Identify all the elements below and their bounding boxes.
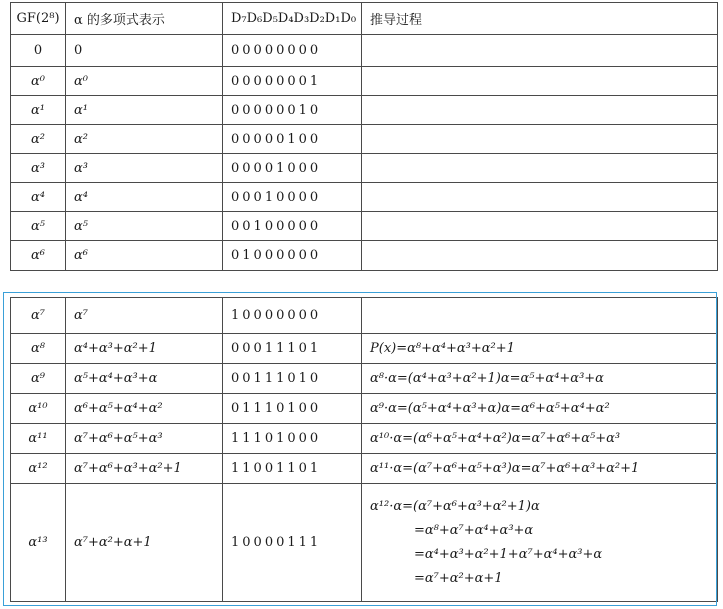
header-bits: D₇D₆D₅D₄D₃D₂D₁D₀: [223, 3, 362, 35]
bits-cell: 11101000: [223, 424, 362, 454]
derivation-cell: α⁹·α=(α⁵+α⁴+α³+α)α=α⁶+α⁵+α⁴+α²: [362, 394, 718, 424]
derivation-line: α¹²·α=(α⁷+α⁶+α³+α²+1)α: [370, 498, 540, 514]
poly-cell: α⁷+α⁶+α⁵+α³: [66, 424, 223, 454]
derivation-cell: α¹⁰·α=(α⁶+α⁵+α⁴+α²)α=α⁷+α⁶+α⁵+α³: [362, 424, 718, 454]
derivation-cell: [362, 212, 718, 241]
bits-cell: 00100000: [223, 212, 362, 241]
derivation-line: =α⁷+α²+α+1: [414, 570, 503, 586]
gf-table-bottom: [10, 297, 718, 602]
bits-cell: 00000010: [223, 96, 362, 125]
table-row: [11, 154, 718, 183]
element-cell: α⁸: [11, 334, 66, 364]
element-cell: α¹⁰: [11, 394, 66, 424]
derivation-line: =α⁸+α⁷+α⁴+α³+α: [414, 522, 534, 538]
element-cell: α¹: [11, 96, 66, 125]
bits-cell: 01110100: [223, 394, 362, 424]
bits-cell: 00010000: [223, 183, 362, 212]
poly-cell: α⁷+α⁶+α³+α²+1: [66, 454, 223, 484]
element-cell: α⁵: [11, 212, 66, 241]
table-row: [11, 67, 718, 96]
element-cell: α¹³: [11, 484, 66, 602]
element-cell: α⁴: [11, 183, 66, 212]
bits-cell: 00000100: [223, 125, 362, 154]
table-row: [11, 96, 718, 125]
table-row: [11, 454, 718, 484]
table-row: [11, 125, 718, 154]
element-cell: α³: [11, 154, 66, 183]
element-cell: α⁷: [11, 298, 66, 334]
derivation-cell: [362, 125, 718, 154]
table-row: [11, 334, 718, 364]
bits-cell: 01000000: [223, 241, 362, 271]
poly-cell: α⁶: [66, 241, 223, 271]
element-cell: 0: [11, 35, 66, 67]
derivation-cell: α¹¹·α=(α⁷+α⁶+α⁵+α³)α=α⁷+α⁶+α³+α²+1: [362, 454, 718, 484]
poly-cell: α⁵: [66, 212, 223, 241]
table-row: [11, 424, 718, 454]
bits-cell: 00000001: [223, 67, 362, 96]
poly-cell: α⁴+α³+α²+1: [66, 334, 223, 364]
header-row: [11, 3, 718, 35]
bits-cell: 10000111: [223, 484, 362, 602]
table-row: [11, 484, 718, 602]
bits-cell: 00000000: [223, 35, 362, 67]
poly-cell: α¹: [66, 96, 223, 125]
table-row: [11, 394, 718, 424]
table-row: [11, 364, 718, 394]
table-row: [11, 241, 718, 271]
bits-cell: 00011101: [223, 334, 362, 364]
element-cell: α⁹: [11, 364, 66, 394]
poly-cell: α⁰: [66, 67, 223, 96]
table-row: [11, 298, 718, 334]
derivation-cell: P(x)=α⁸+α⁴+α³+α²+1: [362, 334, 718, 364]
bits-cell: 00111010: [223, 364, 362, 394]
derivation-cell: [362, 183, 718, 212]
bits-cell: 00001000: [223, 154, 362, 183]
header-gf: GF(2⁸): [11, 3, 66, 35]
derivation-line: =α⁴+α³+α²+1+α⁷+α⁴+α³+α: [414, 546, 603, 562]
poly-cell: α²: [66, 125, 223, 154]
bits-cell: 11001101: [223, 454, 362, 484]
poly-cell: α⁷+α²+α+1: [66, 484, 223, 602]
derivation-cell: [362, 154, 718, 183]
page-cut-gap: [0, 290, 723, 293]
poly-cell: α⁴: [66, 183, 223, 212]
poly-cell: α³: [66, 154, 223, 183]
poly-cell: α⁶+α⁵+α⁴+α²: [66, 394, 223, 424]
header-poly: α 的多项式表示: [66, 3, 223, 35]
derivation-cell: [362, 96, 718, 125]
element-cell: α¹²: [11, 454, 66, 484]
element-cell: α¹¹: [11, 424, 66, 454]
derivation-cell: [362, 241, 718, 271]
header-derivation: 推导过程: [362, 3, 718, 35]
derivation-multiline-cell: [362, 484, 718, 602]
element-cell: α⁶: [11, 241, 66, 271]
derivation-cell: α⁸·α=(α⁴+α³+α²+1)α=α⁵+α⁴+α³+α: [362, 364, 718, 394]
derivation-cell: [362, 67, 718, 96]
table-row: [11, 183, 718, 212]
bits-cell: 10000000: [223, 298, 362, 334]
derivation-cell: [362, 298, 718, 334]
derivation-cell: [362, 35, 718, 67]
poly-cell: α⁷: [66, 298, 223, 334]
table-row: [11, 212, 718, 241]
poly-cell: α⁵+α⁴+α³+α: [66, 364, 223, 394]
table-row: [11, 35, 718, 67]
element-cell: α⁰: [11, 67, 66, 96]
element-cell: α²: [11, 125, 66, 154]
gf-table-top: [10, 2, 718, 271]
poly-cell: 0: [66, 35, 223, 67]
